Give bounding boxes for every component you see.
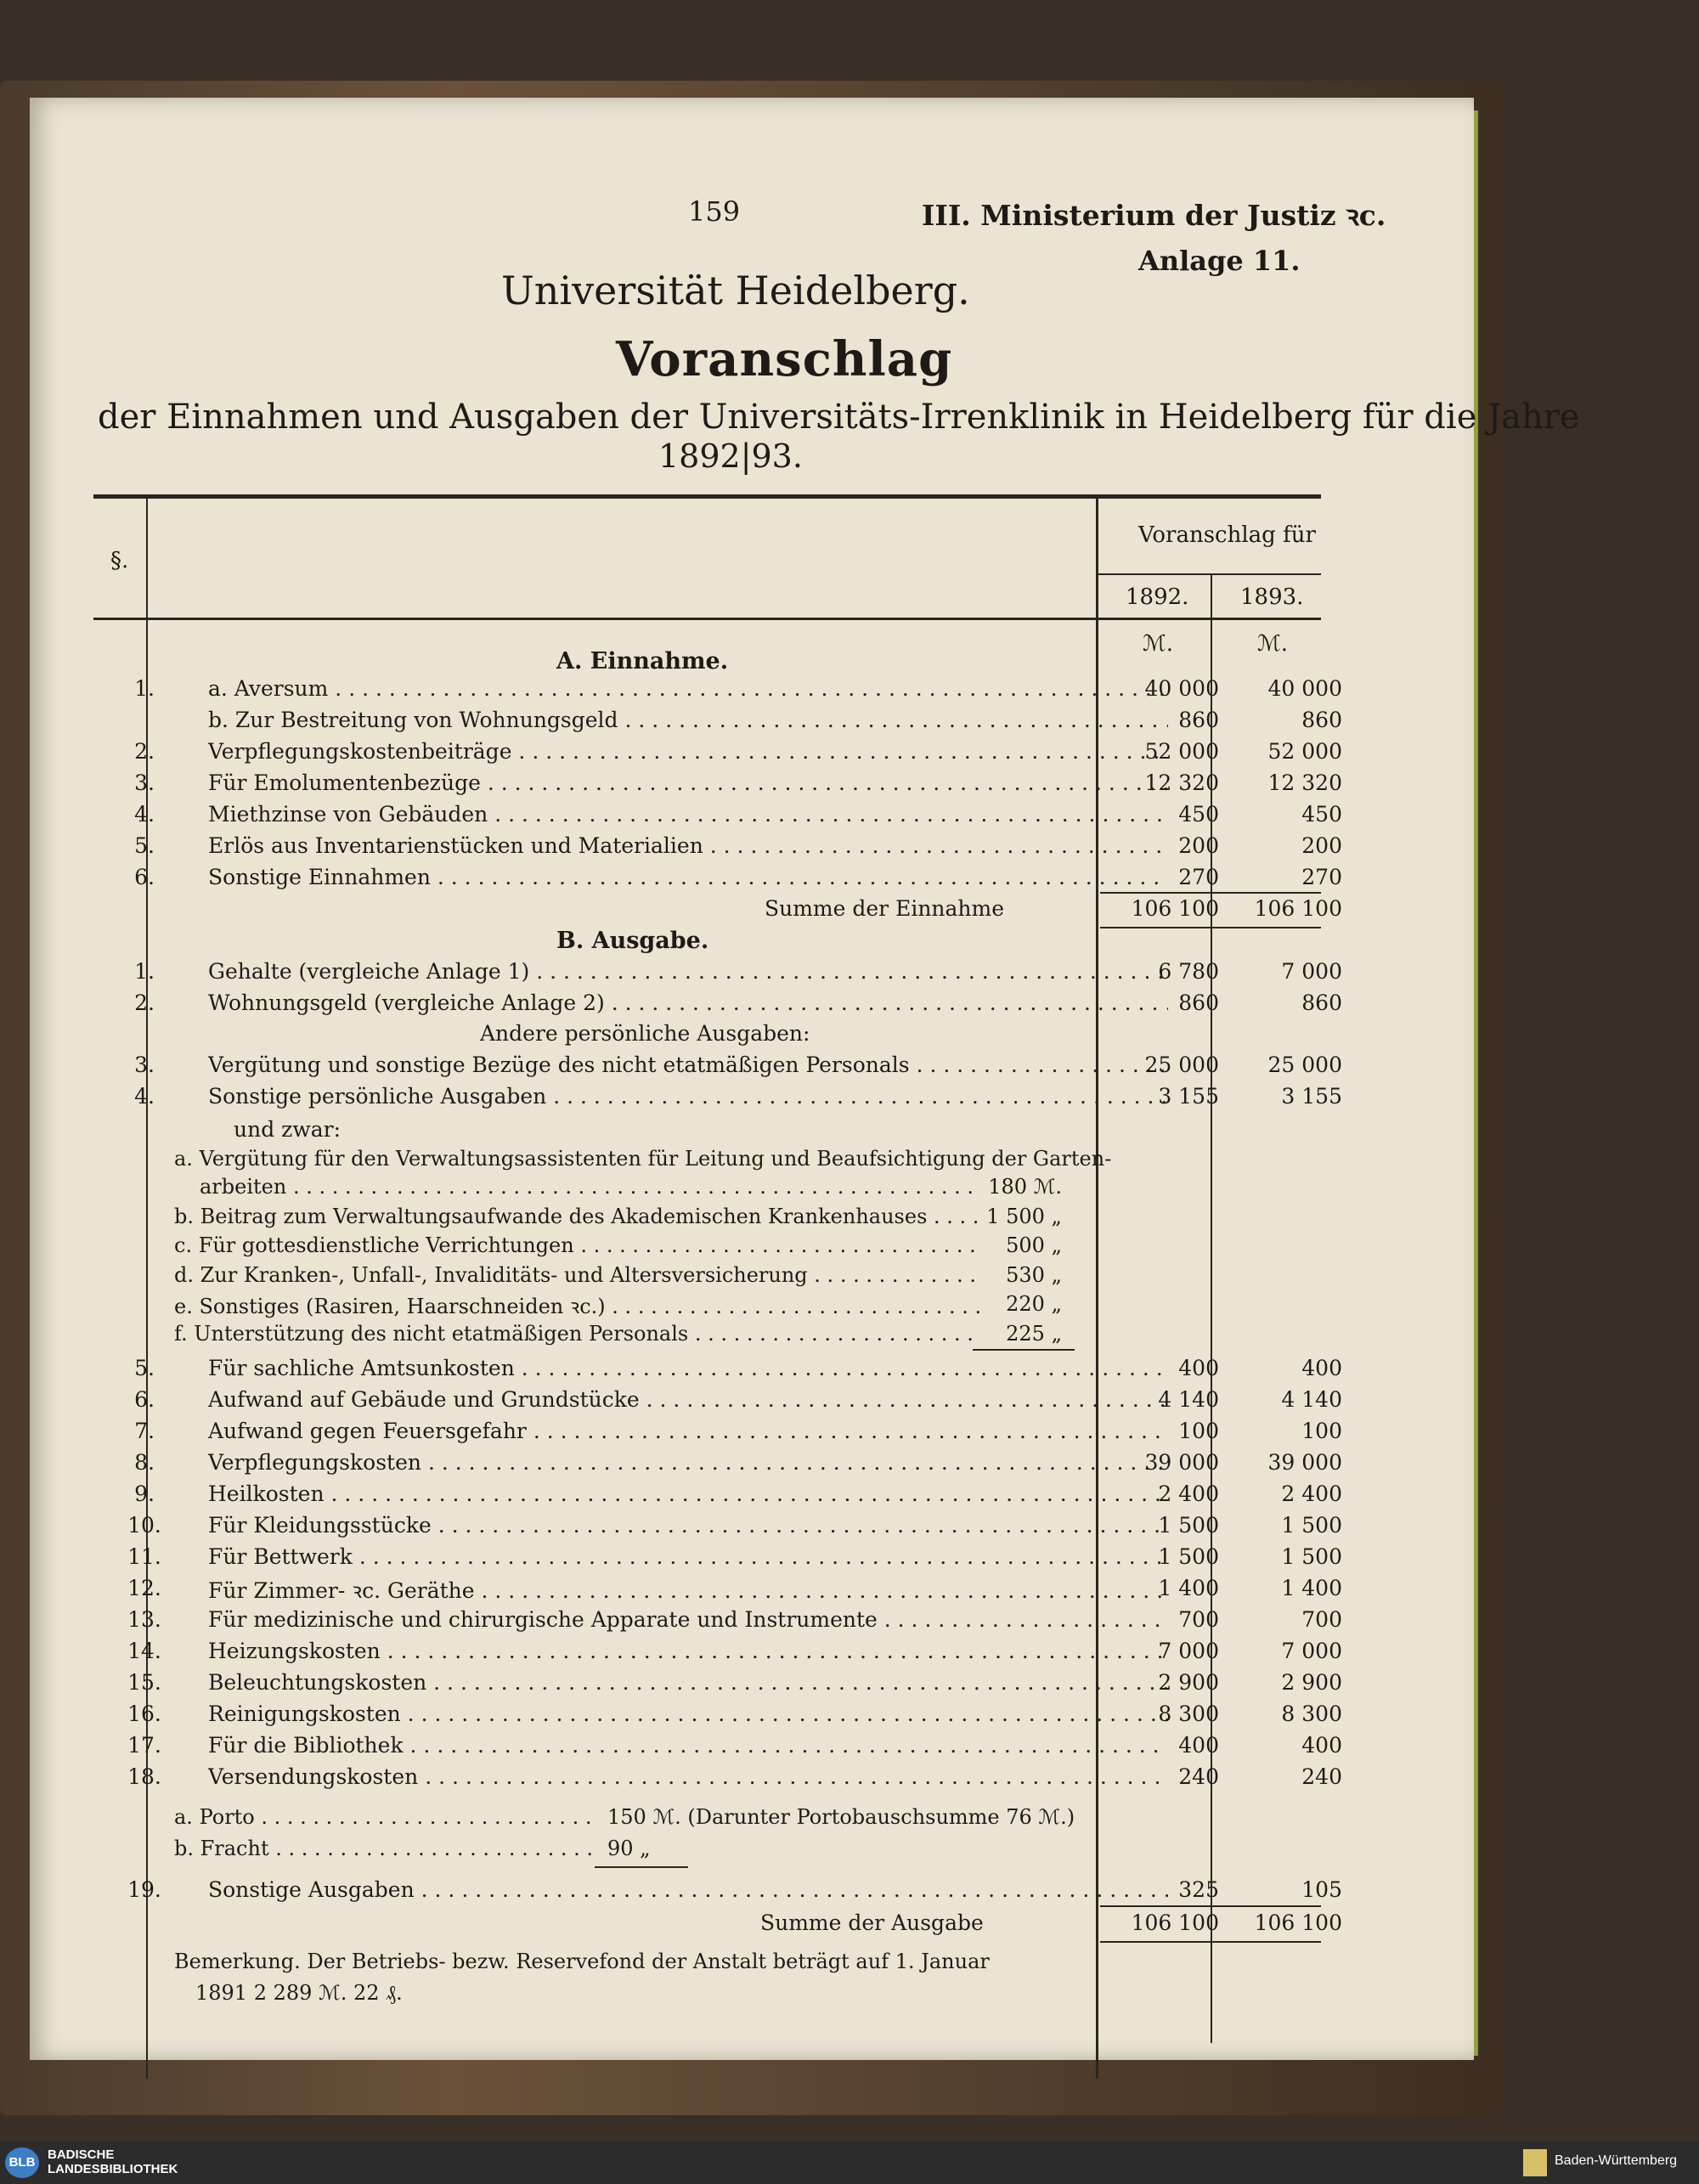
einnahme-sum-rule bbox=[1100, 892, 1321, 894]
row-value-1892: 4 140 bbox=[1158, 1387, 1219, 1412]
row-value-1893: 450 bbox=[1301, 802, 1342, 827]
row-number: 12. bbox=[127, 1576, 161, 1600]
blb-logo-icon[interactable]: BLB bbox=[5, 2147, 39, 2178]
row-number: 2. bbox=[134, 739, 155, 764]
row-label: Sonstige Ausgaben . . . bbox=[208, 1877, 1168, 1902]
row-value-1893: 270 bbox=[1301, 865, 1342, 889]
row-label: Verpflegungskosten . . . bbox=[208, 1450, 1168, 1475]
table-row bbox=[115, 1356, 1355, 1386]
library-name bbox=[48, 2147, 178, 2176]
row-value-1893: 40 000 bbox=[1267, 676, 1342, 701]
fracht-row bbox=[174, 1837, 1075, 1865]
details-rule bbox=[973, 1349, 1075, 1351]
row-value-1892: 400 bbox=[1178, 1733, 1219, 1758]
document-page bbox=[30, 98, 1580, 2060]
detail-row bbox=[174, 1233, 1075, 1262]
row-number: 9. bbox=[134, 1481, 155, 1506]
row-label: Heizungskosten . . . bbox=[208, 1639, 1168, 1663]
detail-label: b. Beitrag zum Verwaltungsaufwande des Akademischen Krankenhauses . . . bbox=[174, 1205, 981, 1228]
library-line2: LANDESBIBLIOTHEK bbox=[48, 2162, 178, 2176]
row-label: Für Zimmer- ꝛc. Geräthe . . . bbox=[208, 1576, 1168, 1605]
table-row bbox=[115, 1387, 1355, 1418]
table-row bbox=[115, 990, 1355, 1021]
row-label: Erlös aus Inventarienstücken und Materialien . . . bbox=[208, 833, 1168, 858]
row-value-1893: 4 140 bbox=[1281, 1387, 1342, 1412]
year-rule bbox=[1096, 573, 1321, 575]
row-number: 5. bbox=[134, 1356, 155, 1380]
row-number: 19. bbox=[127, 1877, 161, 1902]
row-value-1893: 860 bbox=[1301, 708, 1342, 732]
table-row bbox=[115, 802, 1355, 832]
row-value-1893: 105 bbox=[1301, 1877, 1342, 1902]
row-value-1892: 860 bbox=[1178, 990, 1219, 1015]
row-label: Sonstige persönliche Ausgaben . . . bbox=[208, 1084, 1168, 1109]
row-value-1893: 400 bbox=[1301, 1733, 1342, 1758]
row-value-1893: 200 bbox=[1301, 833, 1342, 858]
row-number: 4. bbox=[134, 1084, 155, 1109]
row-value-1893: 25 000 bbox=[1267, 1052, 1342, 1077]
detail-amount: 1 500 „ bbox=[986, 1204, 1062, 1228]
library-line1: BADISCHE bbox=[48, 2147, 115, 2162]
row-label: Aufwand gegen Feuersgefahr . . . bbox=[208, 1419, 1168, 1443]
porto-label: a. Porto . . . bbox=[174, 1805, 599, 1829]
table-row bbox=[115, 1764, 1355, 1795]
table-row bbox=[115, 1701, 1355, 1732]
row-number: 8. bbox=[134, 1450, 155, 1475]
detail-label: c. Für gottesdienstliche Verrichtungen . . . bbox=[174, 1233, 981, 1257]
row-value-1892: 52 000 bbox=[1144, 739, 1219, 764]
footer-bar bbox=[0, 2141, 1699, 2184]
row-label: Reinigungskosten . . . bbox=[208, 1701, 1168, 1726]
row-value-1893: 240 bbox=[1301, 1764, 1342, 1789]
ausgabe-sum-label: Summe der Ausgabe bbox=[760, 1910, 984, 1935]
row-value-1893: 7 000 bbox=[1281, 959, 1342, 984]
document-title: Voranschlag bbox=[616, 331, 953, 387]
row-value-1893: 8 300 bbox=[1281, 1701, 1342, 1726]
detail-amount: 180 ℳ. bbox=[988, 1175, 1062, 1199]
row-value-1892: 8 300 bbox=[1158, 1701, 1219, 1726]
table-row bbox=[115, 708, 1355, 738]
row-number: 14. bbox=[127, 1639, 161, 1663]
row-label: Für die Bibliothek . . . bbox=[208, 1733, 1168, 1758]
row-label: Verpflegungskostenbeiträge . . . bbox=[208, 739, 1168, 764]
row-value-1892: 12 320 bbox=[1144, 770, 1219, 795]
row-value-1892: 40 000 bbox=[1144, 676, 1219, 701]
row-label: Sonstige Einnahmen . . . bbox=[208, 865, 1168, 889]
state-crest-icon bbox=[1523, 2149, 1547, 2176]
table-row bbox=[115, 1481, 1355, 1512]
unit-1892: ℳ. bbox=[1143, 631, 1174, 657]
row-value-1892: 7 000 bbox=[1158, 1639, 1219, 1663]
row-value-1893: 2 400 bbox=[1281, 1481, 1342, 1506]
row-value-1892: 25 000 bbox=[1144, 1052, 1219, 1077]
row-label: a. Aversum . . . bbox=[208, 676, 1168, 701]
row-number: 3. bbox=[134, 770, 155, 795]
row-number: 1. bbox=[134, 676, 155, 701]
detail-row bbox=[174, 1322, 1075, 1351]
detail-label: f. Unterstützung des nicht etatmäßigen Personals . . . bbox=[174, 1322, 981, 1346]
row-label: Heilkosten . . . bbox=[208, 1481, 1168, 1506]
row-value-1892: 860 bbox=[1178, 708, 1219, 732]
row-value-1892: 1 400 bbox=[1158, 1576, 1219, 1600]
und-zwar: und zwar: bbox=[234, 1117, 341, 1142]
row-value-1893: 52 000 bbox=[1267, 739, 1342, 764]
col-header-paragraph: §. bbox=[110, 548, 129, 573]
table-row bbox=[115, 1450, 1355, 1481]
fracht-amount: 90 „ bbox=[607, 1837, 651, 1860]
detail-row bbox=[174, 1292, 1075, 1321]
fracht-label: b. Fracht . . . bbox=[174, 1837, 599, 1860]
row-number: 13. bbox=[127, 1607, 161, 1632]
table-row bbox=[115, 1419, 1355, 1449]
state-name[interactable]: Baden-Württemberg bbox=[1555, 2153, 1678, 2168]
bemerkung-line2: 1891 2 289 ℳ. 22 ₰. bbox=[195, 1981, 403, 2005]
row-label: Für Bettwerk . . . bbox=[208, 1544, 1168, 1569]
row-label: Versendungskosten . . . bbox=[208, 1764, 1168, 1789]
row-label: b. Zur Bestreitung von Wohnungsgeld . . . bbox=[208, 708, 1168, 732]
table-row bbox=[115, 1733, 1355, 1764]
row-label: Für Emolumentenbezüge . . . bbox=[208, 770, 1168, 795]
row-label: Aufwand auf Gebäude und Grundstücke . . . bbox=[208, 1387, 1168, 1412]
table-row bbox=[115, 959, 1355, 990]
row-label: Für medizinische und chirurgische Apparate und Instrumente . . . bbox=[208, 1607, 1168, 1632]
row-number: 16. bbox=[127, 1701, 161, 1726]
einnahme-sum-rule-bottom bbox=[1100, 927, 1321, 928]
row-number: 2. bbox=[134, 990, 155, 1015]
row-value-1893: 3 155 bbox=[1281, 1084, 1342, 1109]
table-row bbox=[115, 1513, 1355, 1543]
row-value-1893: 39 000 bbox=[1267, 1450, 1342, 1475]
detail-label: d. Zur Kranken-, Unfall-, Invaliditäts- und Altersversicherung . . . bbox=[174, 1263, 981, 1287]
table-row bbox=[115, 1052, 1355, 1083]
detail-amount: 500 „ bbox=[1006, 1233, 1062, 1257]
table-row bbox=[115, 770, 1355, 801]
col-header-voranschlag: Voranschlag für bbox=[1138, 522, 1316, 548]
row-label: Gehalte (vergleiche Anlage 1) . . . bbox=[208, 959, 1168, 984]
table-row bbox=[115, 1544, 1355, 1575]
table-row bbox=[115, 1639, 1355, 1669]
row-number: 1. bbox=[134, 959, 155, 984]
ausgabe-sum-rule bbox=[1100, 1905, 1321, 1907]
table-header-rule bbox=[93, 618, 1321, 620]
row-label: Beleuchtungskosten . . . bbox=[208, 1670, 1168, 1695]
table-row bbox=[115, 1576, 1355, 1606]
table-row bbox=[115, 1607, 1355, 1638]
col-header-1893: 1893. bbox=[1240, 584, 1304, 610]
row-number: 5. bbox=[134, 833, 155, 858]
row-number: 3. bbox=[134, 1052, 155, 1077]
row-number: 6. bbox=[134, 865, 155, 889]
einnahme-heading: A. Einnahme. bbox=[556, 648, 729, 674]
row-value-1892: 39 000 bbox=[1144, 1450, 1219, 1475]
fracht-rule bbox=[595, 1866, 688, 1868]
unit-1893: ℳ. bbox=[1257, 631, 1289, 657]
row-value-1892: 270 bbox=[1178, 865, 1219, 889]
ausgabe-sum-rule-bottom bbox=[1100, 1941, 1321, 1943]
row-label: Vergütung und sonstige Bezüge des nicht etatmäßigen Personals . . . bbox=[208, 1052, 1168, 1077]
row-value-1893: 12 320 bbox=[1267, 770, 1342, 795]
row-number: 18. bbox=[127, 1764, 161, 1789]
ausgabe-row-19 bbox=[115, 1877, 1355, 1908]
einnahme-sum-1893: 106 100 bbox=[1254, 896, 1342, 921]
row-number: 6. bbox=[134, 1387, 155, 1412]
detail-row bbox=[200, 1175, 1100, 1204]
row-value-1893: 7 000 bbox=[1281, 1639, 1342, 1663]
row-number: 11. bbox=[127, 1544, 161, 1569]
row-label: Für sachliche Amtsunkosten . . . bbox=[208, 1356, 1168, 1380]
col-header-1892: 1892. bbox=[1126, 584, 1189, 610]
row-number: 7. bbox=[134, 1419, 155, 1443]
ausgabe-sum-1893: 106 100 bbox=[1254, 1910, 1342, 1935]
detail-label: e. Sonstiges (Rasiren, Haarschneiden ꝛc.) . . . bbox=[174, 1292, 981, 1320]
row-value-1892: 1 500 bbox=[1158, 1513, 1219, 1538]
table-row bbox=[115, 676, 1355, 707]
row-value-1892: 450 bbox=[1178, 802, 1219, 827]
page-number: 159 bbox=[688, 195, 741, 228]
document-years: 1892|93. bbox=[658, 437, 803, 475]
row-value-1893: 1 500 bbox=[1281, 1544, 1342, 1569]
table-row bbox=[115, 739, 1355, 770]
porto-row bbox=[174, 1805, 1075, 1834]
row-value-1892: 1 500 bbox=[1158, 1544, 1219, 1569]
institution-title: Universität Heidelberg. bbox=[501, 268, 970, 313]
row-label: Miethzinse von Gebäuden . . . bbox=[208, 802, 1168, 827]
ausgabe-heading: B. Ausgabe. bbox=[556, 928, 709, 954]
detail-amount: 530 „ bbox=[1006, 1262, 1062, 1287]
anlage-label: Anlage 11. bbox=[1138, 245, 1301, 277]
row-value-1892: 240 bbox=[1178, 1764, 1219, 1789]
row-number: 4. bbox=[134, 802, 155, 827]
detail-amount: 220 „ bbox=[1006, 1292, 1062, 1316]
row-value-1892: 400 bbox=[1178, 1356, 1219, 1380]
einnahme-sum-1892: 106 100 bbox=[1131, 896, 1219, 921]
detail-a-line1: a. Vergütung für den Verwaltungsassistenten für Leitung und Beaufsichtigung der Garten- bbox=[174, 1147, 1112, 1171]
row-value-1892: 200 bbox=[1178, 833, 1219, 858]
row-value-1892: 2 400 bbox=[1158, 1481, 1219, 1506]
table-row bbox=[115, 833, 1355, 864]
ausgabe-sum-1892: 106 100 bbox=[1131, 1910, 1219, 1935]
row-value-1892: 3 155 bbox=[1158, 1084, 1219, 1109]
row-number: 17. bbox=[127, 1733, 161, 1758]
row-value-1893: 1 400 bbox=[1281, 1576, 1342, 1600]
row-label: Für Kleidungsstücke . . . bbox=[208, 1513, 1168, 1538]
row-value-1892: 2 900 bbox=[1158, 1670, 1219, 1695]
table-row bbox=[115, 1670, 1355, 1701]
detail-row bbox=[174, 1205, 1075, 1233]
row-label: Wohnungsgeld (vergleiche Anlage 2) . . . bbox=[208, 990, 1168, 1015]
table-row bbox=[115, 1084, 1355, 1115]
row-value-1893: 700 bbox=[1301, 1607, 1342, 1632]
row-value-1893: 860 bbox=[1301, 990, 1342, 1015]
table-row bbox=[115, 865, 1355, 895]
porto-amount: 150 ℳ. (Darunter Portobauschsumme 76 ℳ.) bbox=[607, 1805, 1075, 1829]
detail-label: arbeiten . . . bbox=[200, 1175, 981, 1199]
row-value-1892: 6 780 bbox=[1158, 959, 1219, 984]
andere-heading: Andere persönliche Ausgaben: bbox=[480, 1021, 810, 1046]
table-top-rule bbox=[93, 494, 1321, 499]
row-value-1893: 400 bbox=[1301, 1356, 1342, 1380]
einnahme-sum-label: Summe der Einnahme bbox=[765, 896, 1005, 921]
detail-amount: 225 „ bbox=[1006, 1321, 1062, 1346]
row-value-1893: 1 500 bbox=[1281, 1513, 1342, 1538]
bemerkung-line1: Bemerkung. Der Betriebs- bezw. Reservefond der Anstalt beträgt auf 1. Januar bbox=[174, 1950, 990, 1973]
row-value-1892: 325 bbox=[1178, 1877, 1219, 1902]
detail-row bbox=[174, 1263, 1075, 1292]
section-header: III. Ministerium der Justiz ꝛc. bbox=[922, 199, 1386, 232]
row-value-1893: 100 bbox=[1301, 1419, 1342, 1443]
row-value-1892: 700 bbox=[1178, 1607, 1219, 1632]
row-number: 10. bbox=[127, 1513, 161, 1538]
row-value-1892: 100 bbox=[1178, 1419, 1219, 1443]
document-subtitle: der Einnahmen und Ausgaben der Universitäts-Irrenklinik in Heidelberg für die Jahre bbox=[98, 398, 1580, 437]
row-number: 15. bbox=[127, 1670, 161, 1695]
row-value-1893: 2 900 bbox=[1281, 1670, 1342, 1695]
